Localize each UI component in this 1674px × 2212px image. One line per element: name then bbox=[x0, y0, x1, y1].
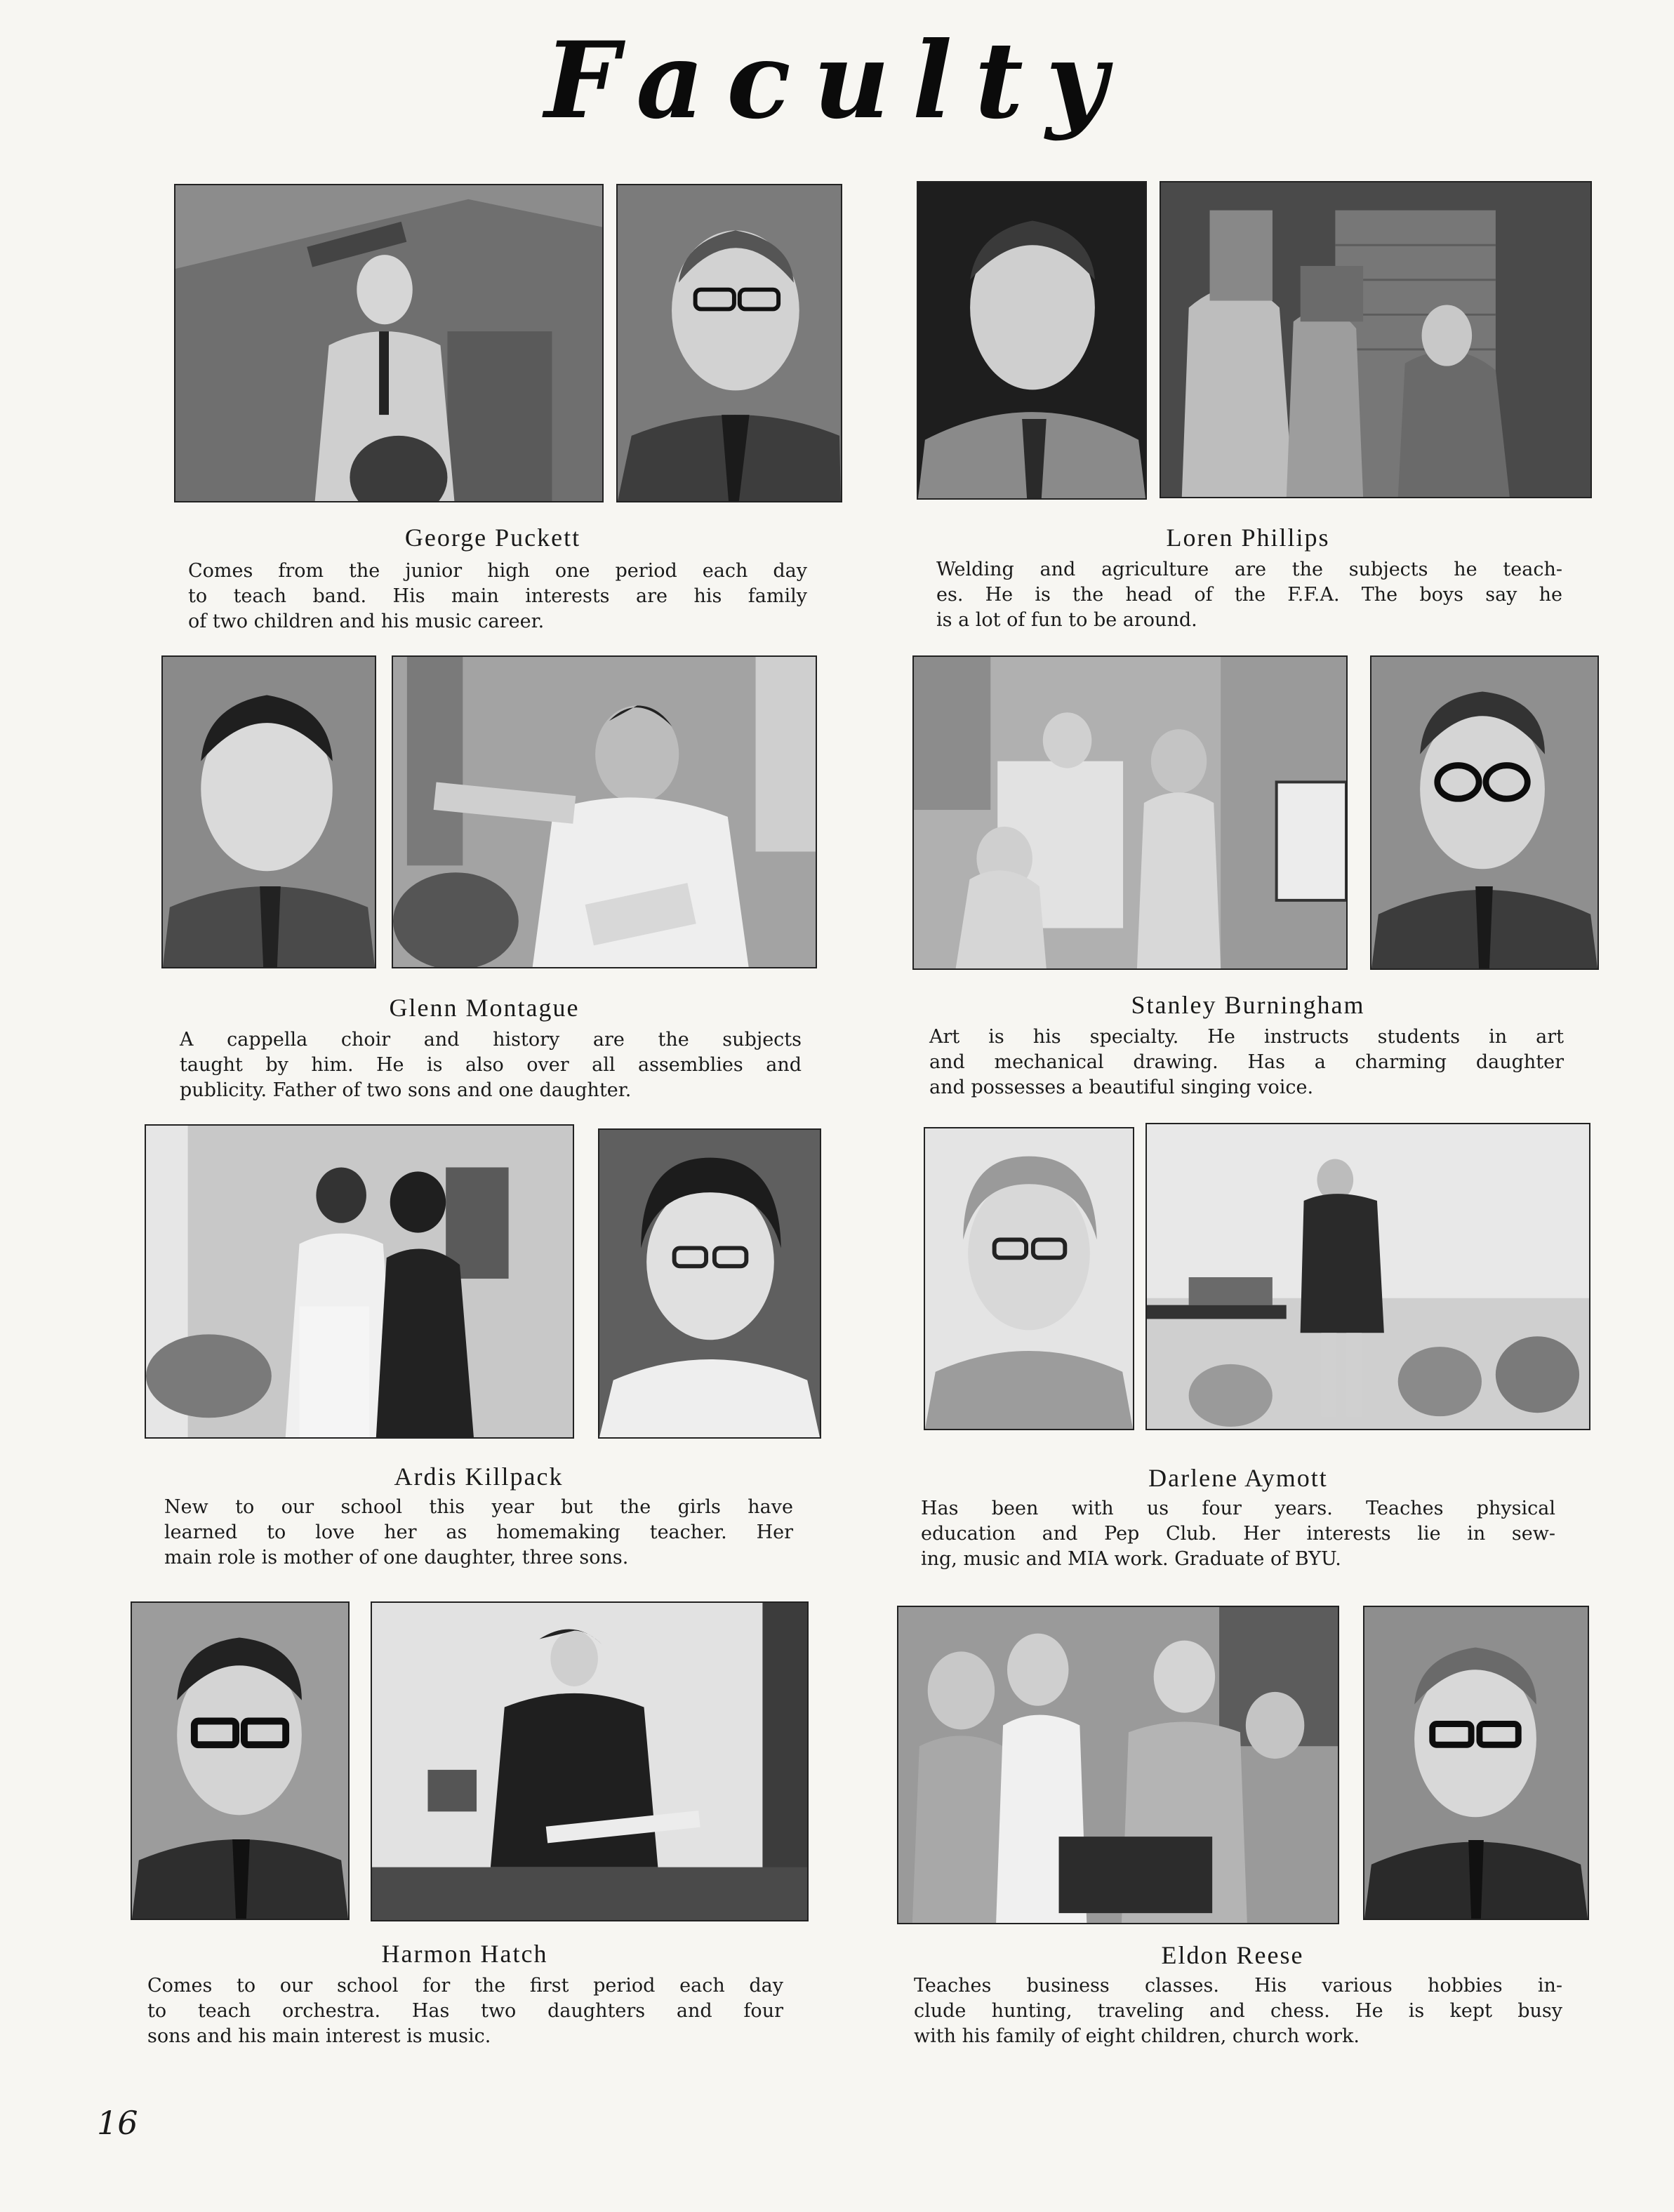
page-number: 16 bbox=[97, 2104, 138, 2142]
faculty-name: Stanley Burningham bbox=[1131, 991, 1365, 1019]
faculty-caption: New to our school this year but the girls have learned to love her as homemaking teacher. Her main role is mother of one daughter, three sons. bbox=[164, 1496, 793, 1568]
faculty-caption: Has been with us four years. Teaches physical education and Pep Club. Her interests lie in sew- ing, music and MIA work. Graduate of BYU. bbox=[921, 1498, 1555, 1570]
faculty-name: George Puckett bbox=[404, 524, 581, 552]
choir-photo bbox=[392, 655, 817, 968]
portrait-photo bbox=[924, 1127, 1134, 1430]
faculty-caption: Welding and agriculture are the subjects he teach- es. He is the head of the F.F.A. The boys say he is a lot of fun to be around. bbox=[936, 559, 1562, 631]
orchestra-photo bbox=[371, 1601, 809, 1921]
faculty-caption: Comes to our school for the first period each day to teach orchestra. Has two daughters and four sons and his main interest is music. bbox=[147, 1975, 783, 2047]
art-class-photo bbox=[912, 655, 1348, 970]
portrait-photo bbox=[616, 184, 842, 502]
faculty-caption: A cappella choir and history are the subjects taught by him. He is also over all assemblies and publicity. Father of two sons and one daughter. bbox=[180, 1029, 802, 1101]
faculty-name: Ardis Killpack bbox=[394, 1463, 564, 1491]
faculty-caption: Comes from the junior high one period each day to teach band. His main interests are his family of two children and his music career. bbox=[188, 560, 807, 632]
faculty-caption: Art is his specialty. He instructs students in art and mechanical drawing. Has a charming daughter and possesses a beautiful singing voice. bbox=[929, 1026, 1564, 1098]
portrait-photo bbox=[917, 181, 1147, 500]
faculty-name: Eldon Reese bbox=[1161, 1941, 1304, 1969]
faculty-name: Glenn Montague bbox=[389, 994, 580, 1022]
classroom-photo bbox=[174, 184, 604, 502]
typing-class-photo bbox=[897, 1606, 1339, 1924]
faculty-name: Loren Phillips bbox=[1166, 524, 1330, 552]
faculty-name: Darlene Aymott bbox=[1148, 1464, 1328, 1492]
gym-class-photo bbox=[1145, 1123, 1590, 1430]
faculty-name: Harmon Hatch bbox=[381, 1940, 548, 1968]
welding-shop-photo bbox=[1160, 181, 1592, 498]
faculty-caption: Teaches business classes. His various hobbies in- clude hunting, traveling and chess. He is kept busy with his family of eight children, church work. bbox=[914, 1975, 1562, 2047]
portrait-photo bbox=[131, 1601, 350, 1920]
page-title: Faculty bbox=[544, 19, 1130, 142]
portrait-photo bbox=[598, 1128, 821, 1439]
portrait-photo bbox=[1370, 655, 1599, 970]
sewing-class-photo bbox=[145, 1124, 574, 1439]
portrait-photo bbox=[161, 655, 376, 968]
portrait-photo bbox=[1363, 1606, 1589, 1920]
